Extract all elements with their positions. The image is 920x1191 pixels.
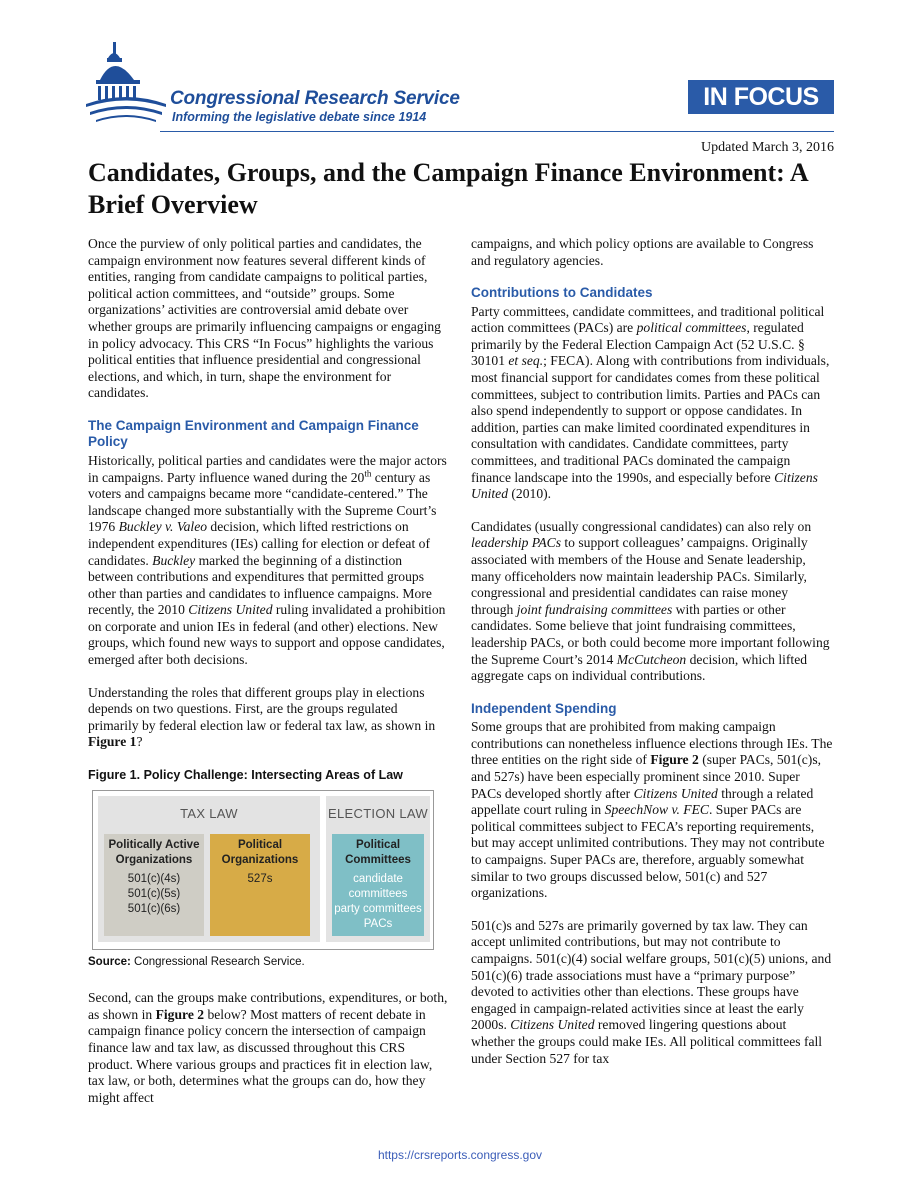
right-column (471, 236, 833, 1083)
footer-url[interactable]: https://crsreports.congress.gov (377, 1148, 543, 1162)
tax-law-title: TAX LAW (180, 805, 238, 821)
figure-1-caption: Figure 1. Policy Challenge: Intersecting Areas of Law (88, 768, 403, 783)
list-item: 527s (247, 872, 273, 885)
questions-paragraph: Understanding the roles that different groups play in elections depends on two questions. First, are the groups regulated primarily by federal election law or federal tax law, as shown in Figure 1? (88, 684, 436, 750)
section-heading-campaign-environment: The Campaign Environment and Campaign Finance Policy (88, 417, 419, 450)
political-organizations-box: Political Organizations 527s (210, 834, 310, 936)
figure-1 (92, 790, 434, 950)
political-committees-box: Political Committees candidate committees party committees PACs (332, 834, 424, 936)
independent-spending-paragraph: Some groups that are prohibited from making campaign contributions can nonetheless influence elections through IEs. The three entities on the right side of Figure 2 (super PACs, 501(c)s, and 527s) have been especially prominent since 2010. Super PACs developed shortly after Citizens United through a related appellate court ruling in SpeechNow v. FEC. Super PACs are political committees subject to FECA’s reporting requirements, but may accept unlimited contributions. They may not contribute to campaigns. Super PACs are, therefore, arguably somewhat similar to two groups discussed below, 501(c) and 527 organizations. (471, 719, 833, 901)
list-item: 501(c)(4s) (127, 872, 181, 885)
election-law-panel (326, 796, 430, 942)
section-heading-contributions: Contributions to Candidates (471, 285, 653, 301)
list-item: candidate committees (348, 872, 408, 900)
election-law-title: ELECTION LAW (328, 805, 428, 821)
history-paragraph: Historically, political parties and candidates were the major actors in campaigns. Party influence waned during the 20th century as voters and campaigns became more “candidate-centered.” The landscape changed more substantially with the Supreme Court’s 1976 Buckley v. Valeo decision, which lifted restrictions on independent expenditures (IEs) calling for election or defeat of candidates. Buckley marked the beginning of a distinction between contributions and expenditures that permitted groups other than parties and candidates to influence campaigns. More recently, the 2010 Citizens United ruling invalidated a prohibition on corporate and union IEs in federal (and other) elections. New groups, which found new ways to support and oppose candidates, emerged after both decisions. (88, 452, 447, 668)
contributions-paragraph: Party committees, candidate committees, and traditional political action committees (PACs) are political committees, regulated primarily by the Federal Election Campaign Act (52 U.S.C. § 30101 et seq.; FECA). Along with contributions from individuals, most financial support for candidates comes from these political committees, subject to contribution limits. Parties and PACs can also spend independently to support or oppose candidates. In addition, parties can make limited coordinated expenditures in consultation with candidates. Candidate committees, party committees, and traditional PACs dominated the campaign finance landscape into the 1990s, and especially before Citizens United (2010). (471, 303, 830, 502)
org-name: Congressional Research Service (170, 88, 460, 109)
tax-law-groups-paragraph: 501(c)s and 527s are primarily governed by tax law. They can accept unlimited contributions, but may not contribute to campaigns. 501(c)(4) social welfare groups, 501(c)(5) unions, and 501(c)(6) trade associations must have a “primary purpose” devoted to activities other than elections. These groups have engaged in campaign-related activities since at least the early 2000s. Citizens United removed lingering questions about whether the groups could make IEs. All political committees fall under Section 527 for tax (471, 917, 832, 1066)
figure-source: Source: Congressional Research Service. (88, 955, 305, 968)
org-tagline: Informing the legislative debate since 1914 (172, 110, 427, 124)
header (86, 40, 836, 140)
leadership-pacs-paragraph: Candidates (usually congressional candidates) can also rely on leadership PACs to support colleagues’ campaigns. Originally associated with members of the House and Senate leadership, many officeholders now maintain leadership PACs. Similarly, congressional and presidential candidates can raise money through joint fundraising committees with parties or other candidates. Some believe that joint fundraising committees, leadership PACs, or both could become more important following the Supreme Court’s 2014 McCutcheon decision, which lifted aggregate caps on individual contributions. (471, 518, 830, 684)
politically-active-organizations-box: Politically Active Organizations 501(c)(4s) 501(c)(5s) 501(c)(6s) (104, 834, 204, 936)
list-item: 501(c)(5s) (127, 887, 181, 900)
second-question-paragraph: Second, can the groups make contributions, expenditures, or both, as shown in Figure 2 below? Most matters of recent debate in campaign finance policy concern the intersection of campaign finance law and tax law, as discussed throughout this CRS product. Where various groups and practices fit in election law, tax law, or both, determines what the groups can do, how they might affect (88, 990, 448, 1105)
left-column (88, 236, 450, 1122)
section-heading-independent-spending: Independent Spending (471, 700, 617, 716)
list-item: party committees (334, 902, 422, 915)
capitol-dome-icon (86, 40, 166, 130)
header-rule (160, 131, 834, 132)
continued-paragraph: campaigns, and which policy options are available to Congress and regulatory agencies. (471, 236, 814, 268)
page-title: Candidates, Groups, and the Campaign Finance Environment: A Brief Overview (88, 158, 808, 219)
tax-law-panel (98, 796, 320, 942)
updated-date: Updated March 3, 2016 (701, 140, 834, 155)
intro-paragraph: Once the purview of only political parties and candidates, the campaign environment now features several different kinds of entities, ranging from candidate campaigns to political parties, political action committees, and “outside” groups. Some organizations’ activities are controversial amid debate over whether groups are primarily influencing campaigns or engaging in policy advocacy. This CRS “In Focus” highlights the various political entities that influence presidential and congressional elections, and which, in turn, shape the environment for candidates. (88, 236, 441, 401)
list-item: 501(c)(6s) (127, 902, 181, 915)
list-item: PACs (363, 917, 393, 930)
in-focus-badge: IN FOCUS (688, 80, 834, 114)
